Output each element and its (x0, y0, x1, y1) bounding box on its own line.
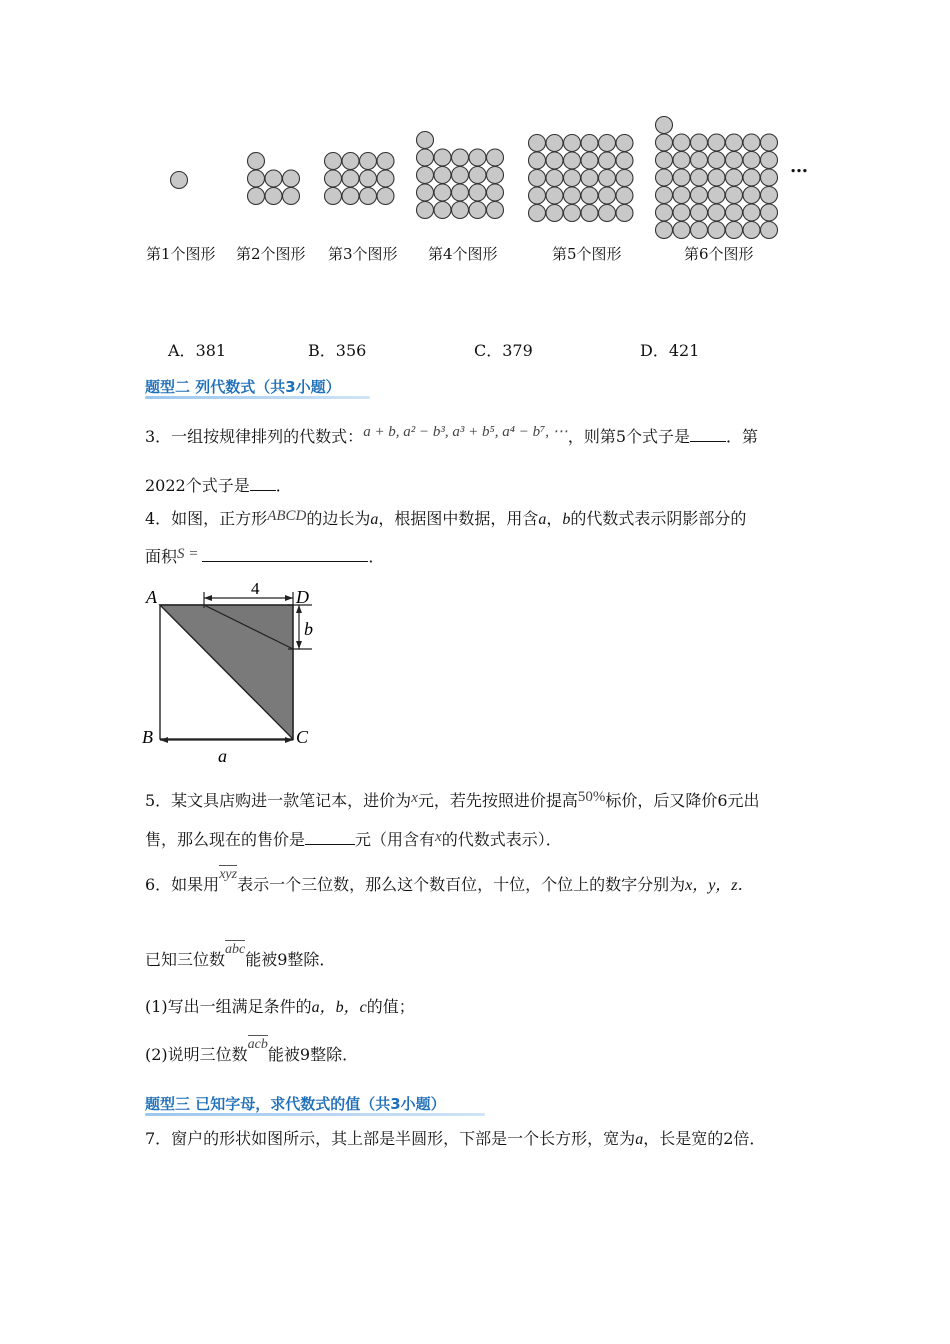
pattern-circle (360, 153, 377, 170)
pattern-circle (452, 202, 469, 219)
pattern-circle (469, 184, 486, 201)
q5-line2-end: 的代数式表示）． (441, 830, 562, 849)
pattern-circle (171, 172, 188, 189)
pattern-ellipsis: … (790, 156, 808, 177)
pattern-circle (417, 202, 434, 219)
section-heading-underline (145, 396, 370, 399)
pattern-label-6: 第6个图形 (684, 245, 754, 263)
vertex-label-b: B (142, 727, 153, 747)
option-letter: C． (474, 341, 503, 360)
square-diagram (138, 578, 328, 768)
pattern-circle (342, 153, 359, 170)
pattern-circle (599, 135, 616, 152)
pattern-circle (656, 152, 673, 169)
question-7-line-1 (145, 1129, 765, 1150)
pattern-circle (469, 202, 486, 219)
pattern-circle (691, 152, 708, 169)
section-heading-underline (145, 1113, 485, 1116)
pattern-circle (581, 187, 598, 204)
arrow-head (160, 737, 168, 743)
q3-expression: a + b, a² − b³, a³ + b⁵, a⁴ − b⁷, ⋯ (363, 424, 568, 440)
q6-part1-vars: a，b，c (311, 999, 367, 1016)
q7-var-a: a (635, 1131, 644, 1148)
pattern-circle (656, 169, 673, 186)
option-a[interactable] (168, 341, 226, 361)
option-letter: A． (168, 341, 196, 360)
pattern-circle (487, 149, 504, 166)
q5-percent: 50% (577, 789, 606, 805)
pattern-circle (599, 187, 616, 204)
q6-num-xyz: xyz (219, 867, 238, 882)
pattern-circle (673, 169, 690, 186)
pattern-circle (726, 204, 743, 221)
pattern-circle (529, 170, 546, 187)
pattern-circle (377, 170, 394, 187)
pattern-circle (743, 152, 760, 169)
pattern-circle (564, 170, 581, 187)
pattern-circle (743, 187, 760, 204)
pattern-circle (417, 132, 434, 149)
pattern-circle (673, 204, 690, 221)
pattern-circle (691, 187, 708, 204)
pattern-circle (434, 202, 451, 219)
pattern-circle (342, 188, 359, 205)
pattern-label-1: 第1个图形 (146, 245, 216, 263)
pattern-circle (342, 170, 359, 187)
pattern-circle (761, 187, 778, 204)
pattern-circle (616, 135, 633, 152)
pattern-circle (248, 170, 265, 187)
q7-text: 7．窗户的形状如图所示，其上部是半圆形，下部是一个长方形，宽为 (145, 1129, 636, 1148)
pattern-circle (283, 188, 300, 205)
pattern-circle (708, 204, 725, 221)
pattern-circle (708, 187, 725, 204)
pattern-circle (487, 167, 504, 184)
q4-comma: ， (546, 509, 563, 528)
pattern-circle (743, 134, 760, 151)
pattern-circle (656, 204, 673, 221)
option-value: 356 (335, 341, 367, 360)
question-3-line-2 (145, 474, 292, 496)
pattern-circle (469, 149, 486, 166)
pattern-circle (487, 202, 504, 219)
pattern-circle (564, 187, 581, 204)
pattern-circle (325, 153, 342, 170)
q4-suffix: 的代数式表示阴影部分的 (570, 509, 747, 528)
question-6-part-2 (145, 1037, 359, 1067)
option-letter: B． (308, 341, 336, 360)
pattern-circle (726, 134, 743, 151)
pattern-circle (673, 152, 690, 169)
q3-end: ． (275, 476, 292, 495)
pattern-circle (529, 187, 546, 204)
vertex-label-d: D (296, 587, 309, 607)
pattern-circle (599, 152, 616, 169)
question-3-line-1 (145, 425, 758, 448)
vertex-label-a: A (146, 587, 157, 607)
pattern-circle (377, 188, 394, 205)
q6-part2: (2)说明三位数 (145, 1045, 248, 1064)
q3-sep: ．第 (726, 427, 759, 446)
side-length-label: b (304, 619, 313, 639)
q6-middle: 表示一个三位数，那么这个数百位，十位，个位上的数字分别为 (237, 875, 686, 894)
pattern-circle (248, 188, 265, 205)
section-heading-3: 题型三 已知字母，求代数式的值（共3小题） (145, 1095, 446, 1113)
q6-part2-end: 能被9整除． (267, 1045, 359, 1064)
bottom-length-label: a (218, 746, 227, 766)
pattern-circle (599, 205, 616, 222)
pattern-circle (708, 169, 725, 186)
question-5-line-2 (145, 828, 562, 851)
pattern-circle (673, 222, 690, 239)
option-d[interactable] (640, 341, 699, 361)
arrow-head (285, 595, 293, 601)
pattern-circle (564, 135, 581, 152)
answer-blank[interactable] (250, 474, 276, 491)
pattern-circle (691, 134, 708, 151)
pattern-circle (616, 170, 633, 187)
pattern-circle (529, 152, 546, 169)
pattern-label-4: 第4个图形 (428, 245, 498, 263)
question-6-part-1 (145, 997, 415, 1018)
pattern-circle (743, 204, 760, 221)
q4-area-symbol: S = (177, 546, 199, 562)
option-value: 381 (195, 341, 227, 360)
q4-var-a: a (370, 511, 379, 528)
pattern-circle (546, 170, 563, 187)
pattern-circle (761, 204, 778, 221)
pattern-circle (377, 153, 394, 170)
pattern-circle (599, 170, 616, 187)
q6-num-acb: acb (247, 1037, 268, 1052)
pattern-circle (283, 170, 300, 187)
pattern-circle (761, 222, 778, 239)
pattern-circle (726, 169, 743, 186)
q5-line2-mid: 元（用含有 (355, 830, 436, 849)
q6-part1-end: 的值； (366, 997, 415, 1016)
pattern-circle (265, 170, 282, 187)
pattern-circle (726, 222, 743, 239)
pattern-circle (564, 205, 581, 222)
top-length-label: 4 (251, 579, 260, 598)
pattern-circle (452, 167, 469, 184)
q4-var-b: b (562, 511, 571, 528)
pattern-circle (616, 205, 633, 222)
pattern-circle (546, 205, 563, 222)
q7-text-end: ，长是宽的2倍． (643, 1129, 766, 1148)
answer-blank[interactable] (690, 425, 726, 442)
q3-line2: 2022个式子是 (145, 476, 250, 495)
answer-blank[interactable] (202, 545, 368, 562)
option-letter: D． (640, 341, 669, 360)
pattern-circle (581, 152, 598, 169)
pattern-circle (761, 134, 778, 151)
pattern-circle (743, 169, 760, 186)
section-heading-2: 题型二 列代数式（共3小题） (145, 378, 341, 396)
pattern-circle (564, 152, 581, 169)
pattern-circle (529, 135, 546, 152)
pattern-circle (434, 167, 451, 184)
pattern-circle (581, 170, 598, 187)
pattern-circle (452, 149, 469, 166)
answer-blank[interactable] (305, 828, 355, 845)
question-4-line-2 (145, 545, 384, 568)
pattern-circle (265, 188, 282, 205)
pattern-circle (743, 222, 760, 239)
q3-prefix: 3．一组按规律排列的代数式： (145, 427, 364, 446)
pattern-circle (417, 184, 434, 201)
question-6-line-1 (145, 867, 754, 897)
q6-vars: x，y，z． (685, 877, 754, 894)
pattern-circle (434, 149, 451, 166)
q6-line2-end: 能被9整除． (245, 950, 336, 969)
pattern-circle (691, 204, 708, 221)
option-value: 379 (502, 341, 533, 360)
pattern-circle (673, 187, 690, 204)
q6-part1: (1)写出一组满足条件的 (145, 997, 312, 1016)
q3-middle: ，则第5个式子是 (567, 427, 690, 446)
pattern-circle (761, 169, 778, 186)
arrow-head (204, 595, 212, 601)
q4-line2: 面积 (145, 547, 178, 566)
vertex-label-c: C (296, 727, 309, 747)
q5-var-x: x (411, 790, 418, 806)
pattern-circle (248, 153, 265, 170)
q6-prefix: 6．如果用 (145, 875, 220, 894)
option-value: 421 (668, 341, 700, 360)
pattern-circle (616, 187, 633, 204)
pattern-label-5: 第5个图形 (552, 245, 622, 263)
pattern-circle (529, 205, 546, 222)
pattern-label-3: 第3个图形 (328, 245, 398, 263)
pattern-circle (691, 222, 708, 239)
pattern-circle (708, 134, 725, 151)
pattern-circle (452, 184, 469, 201)
q5-prefix: 5．某文具店购进一款笔记本，进价为 (145, 791, 412, 810)
pattern-circle (726, 152, 743, 169)
q4-middle2: ，根据图中数据，用含 (378, 509, 539, 528)
pattern-circle (546, 135, 563, 152)
pattern-circle (656, 222, 673, 239)
pattern-circle (726, 187, 743, 204)
pattern-circle (656, 187, 673, 204)
pattern-circle (616, 152, 633, 169)
q4-middle: 的边长为 (306, 509, 371, 528)
pattern-circle (673, 134, 690, 151)
pattern-circle (546, 152, 563, 169)
pattern-circle (581, 205, 598, 222)
option-c[interactable] (474, 341, 533, 361)
question-6-line-2 (145, 942, 336, 972)
q4-end: ． (368, 547, 385, 566)
pattern-circle (325, 188, 342, 205)
pattern-circle (708, 222, 725, 239)
q5-middle2: 标价，后又降价6元出 (605, 791, 760, 810)
pattern-circle (325, 170, 342, 187)
q6-num-abc: abc (225, 942, 246, 957)
pattern-circle (656, 117, 673, 134)
pattern-circle (656, 134, 673, 151)
pattern-circle (708, 152, 725, 169)
q4-var-a2: a (538, 511, 547, 528)
option-b[interactable] (308, 341, 366, 361)
q5-middle: 元，若先按照进价提高 (417, 791, 578, 810)
pattern-circle (360, 188, 377, 205)
pattern-circle (417, 167, 434, 184)
pattern-circle (581, 135, 598, 152)
pattern-circle (487, 184, 504, 201)
pattern-circle (546, 187, 563, 204)
q4-prefix: 4．如图，正方形 (145, 509, 268, 528)
pattern-label-2: 第2个图形 (236, 245, 306, 263)
question-5-line-1 (145, 791, 760, 812)
q6-line2-prefix: 已知三位数 (145, 950, 226, 969)
circle-pattern-figure (140, 100, 820, 250)
q5-line2-prefix: 售，那么现在的售价是 (145, 830, 306, 849)
q4-square-name: ABCD (267, 508, 307, 524)
pattern-circle (434, 184, 451, 201)
pattern-circle (761, 152, 778, 169)
q5-var-x2: x (435, 829, 442, 845)
question-4-line-1 (145, 509, 746, 530)
pattern-circle (417, 149, 434, 166)
arrow-head (296, 641, 302, 649)
pattern-circle (691, 169, 708, 186)
pattern-circle (469, 167, 486, 184)
pattern-circle (360, 170, 377, 187)
